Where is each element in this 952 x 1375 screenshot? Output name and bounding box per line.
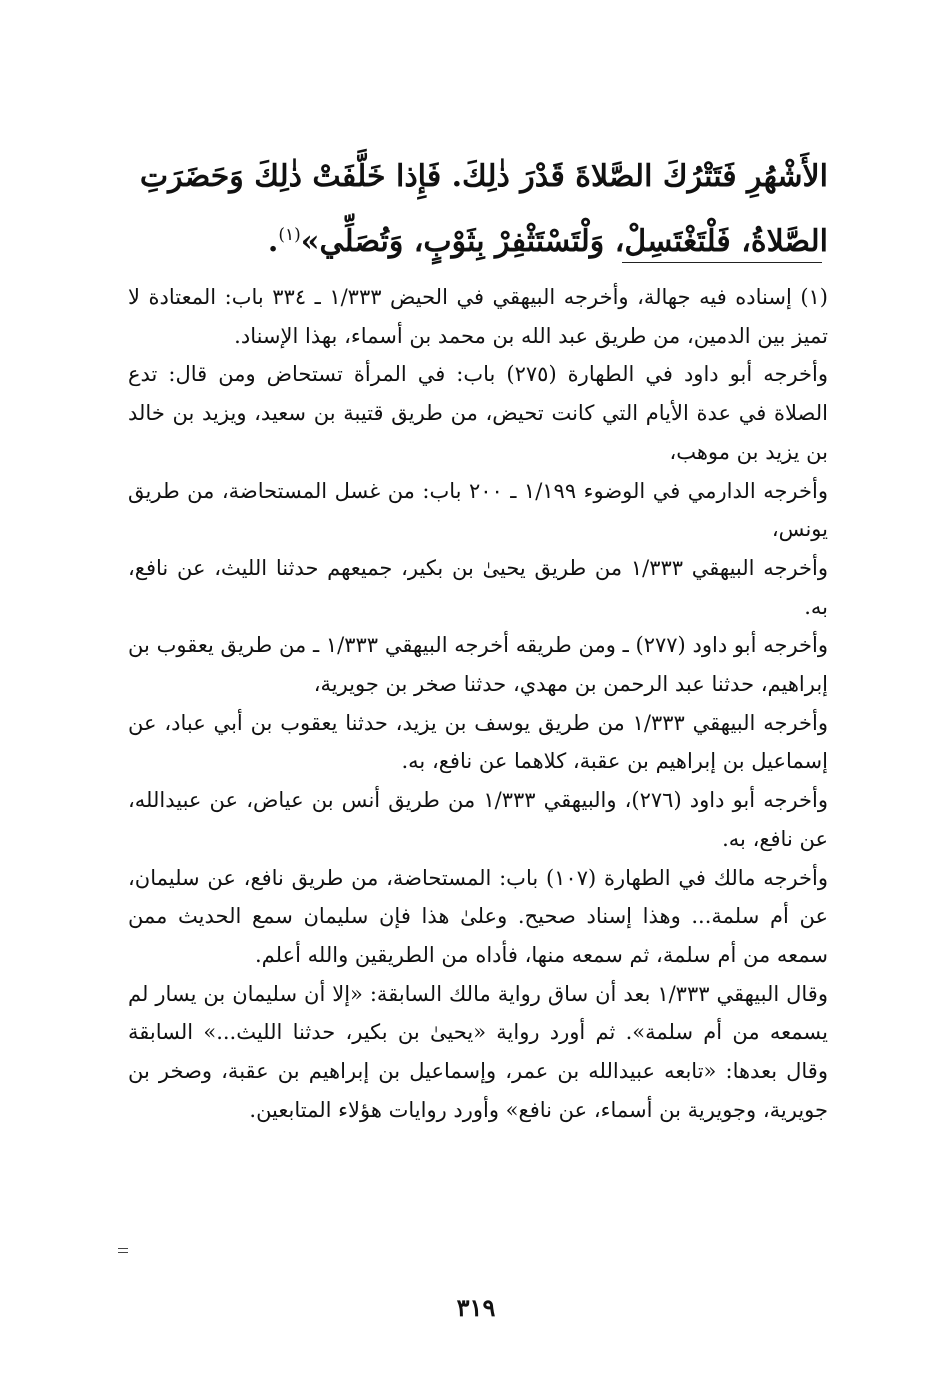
footnote-marker: (١) [278, 225, 301, 245]
footnote-paragraph: وأخرجه أبو داود (٢٧٦)، والبيهقي ١/٣٣٣ من طريق أنس بن عياض، عن عبيدالله، عن نافع، به. [128, 788, 828, 851]
footnotes [128, 278, 828, 1129]
continuation-mark [118, 1248, 128, 1253]
footnote-paragraph: وقال البيهقي ١/٣٣٣ بعد أن ساق رواية مالك السابقة: «إلا أن سليمان بن يسار لم يسمعه من أم سلمة». ثم أورد رواية «يحيىٰ بن بكير، حدثنا الليث...» السابقة وقال بعدها: «تابعه عبيدالله بن عمر، وإسماعيل بن إبراهيم بن عقبة، وصخر بن جويرية، وجويرية بن أسماء، عن نافع» وأورد روايات هؤلاء المتابعين. [128, 981, 828, 1122]
footnote-paragraph: وأخرجه البيهقي ١/٣٣٣ من طريق يوسف بن يزيد، حدثنا يعقوب بن أبي عباد، عن إسماعيل بن إبراهيم بن عقبة، كلاهما عن نافع، به. [128, 710, 828, 774]
footnote-paragraph: (١) إسناده فيه جهالة، وأخرجه البيهقي في الحيض ١/٣٣٣ ـ ٣٣٤ باب: المعتادة لا تميز بين الدمين، من طريق عبد الله بن محمد بن أسماء، بهذا الإسناد. [128, 285, 828, 348]
page-number: ٣١٩ [456, 1293, 496, 1322]
hadith-end-punct: . [267, 224, 279, 259]
hadith-line-2-text: الصَّلاةُ، فَلْتَغْتَسِلْ، وَلْتَسْتَثْفِرْ بِثَوْبٍ، وَتُصَلِّي» [300, 224, 828, 259]
footnote-paragraph: وأخرجه البيهقي ١/٣٣٣ من طريق يحيىٰ بن بكير، جميعهم حدثنا الليث، عن نافع، به. [128, 555, 828, 619]
hadith-text [128, 148, 828, 271]
footnote-separator [622, 262, 822, 263]
footnote-paragraph: وأخرجه أبو داود في الطهارة (٢٧٥) باب: في المرأة تستحاض ومن قال: تدع الصلاة في عدة الأيام التي كانت تحيض، من طريق قتيبة بن سعيد، ويزيد بن خالد بن يزيد بن موهب، [128, 362, 828, 464]
footnote-paragraph: وأخرجه الدارمي في الوضوء ١/١٩٩ ـ ٢٠٠ باب: من غسل المستحاضة، من طريق يونس، [128, 478, 828, 542]
hadith-line-1: الأَشْهُرِ فَتَتْرُكَ الصَّلاةَ قَدْرَ ذٰلِكَ. فَإِذا خَلَّفَتْ ذٰلِكَ وَحَضَرَتِ [139, 159, 828, 194]
footnote-paragraph: وأخرجه أبو داود (٢٧٧) ـ ومن طريقه أخرجه البيهقي ١/٣٣٣ ـ من طريق يعقوب بن إبراهيم، حدثنا عبد الرحمن بن مهدي، حدثنا صخر بن جويرية، [128, 633, 828, 697]
footnote-paragraph: وأخرجه مالك في الطهارة (١٠٧) باب: المستحاضة، من طريق نافع، عن سليمان، عن أم سلمة... وهذا إسناد صحيح. وعلىٰ هذا فإن سليمان سمع الحديث ممن سمعه من أم سلمة، ثم سمعه منها، فأداه من الطريقين والله أعلم. [128, 865, 828, 967]
